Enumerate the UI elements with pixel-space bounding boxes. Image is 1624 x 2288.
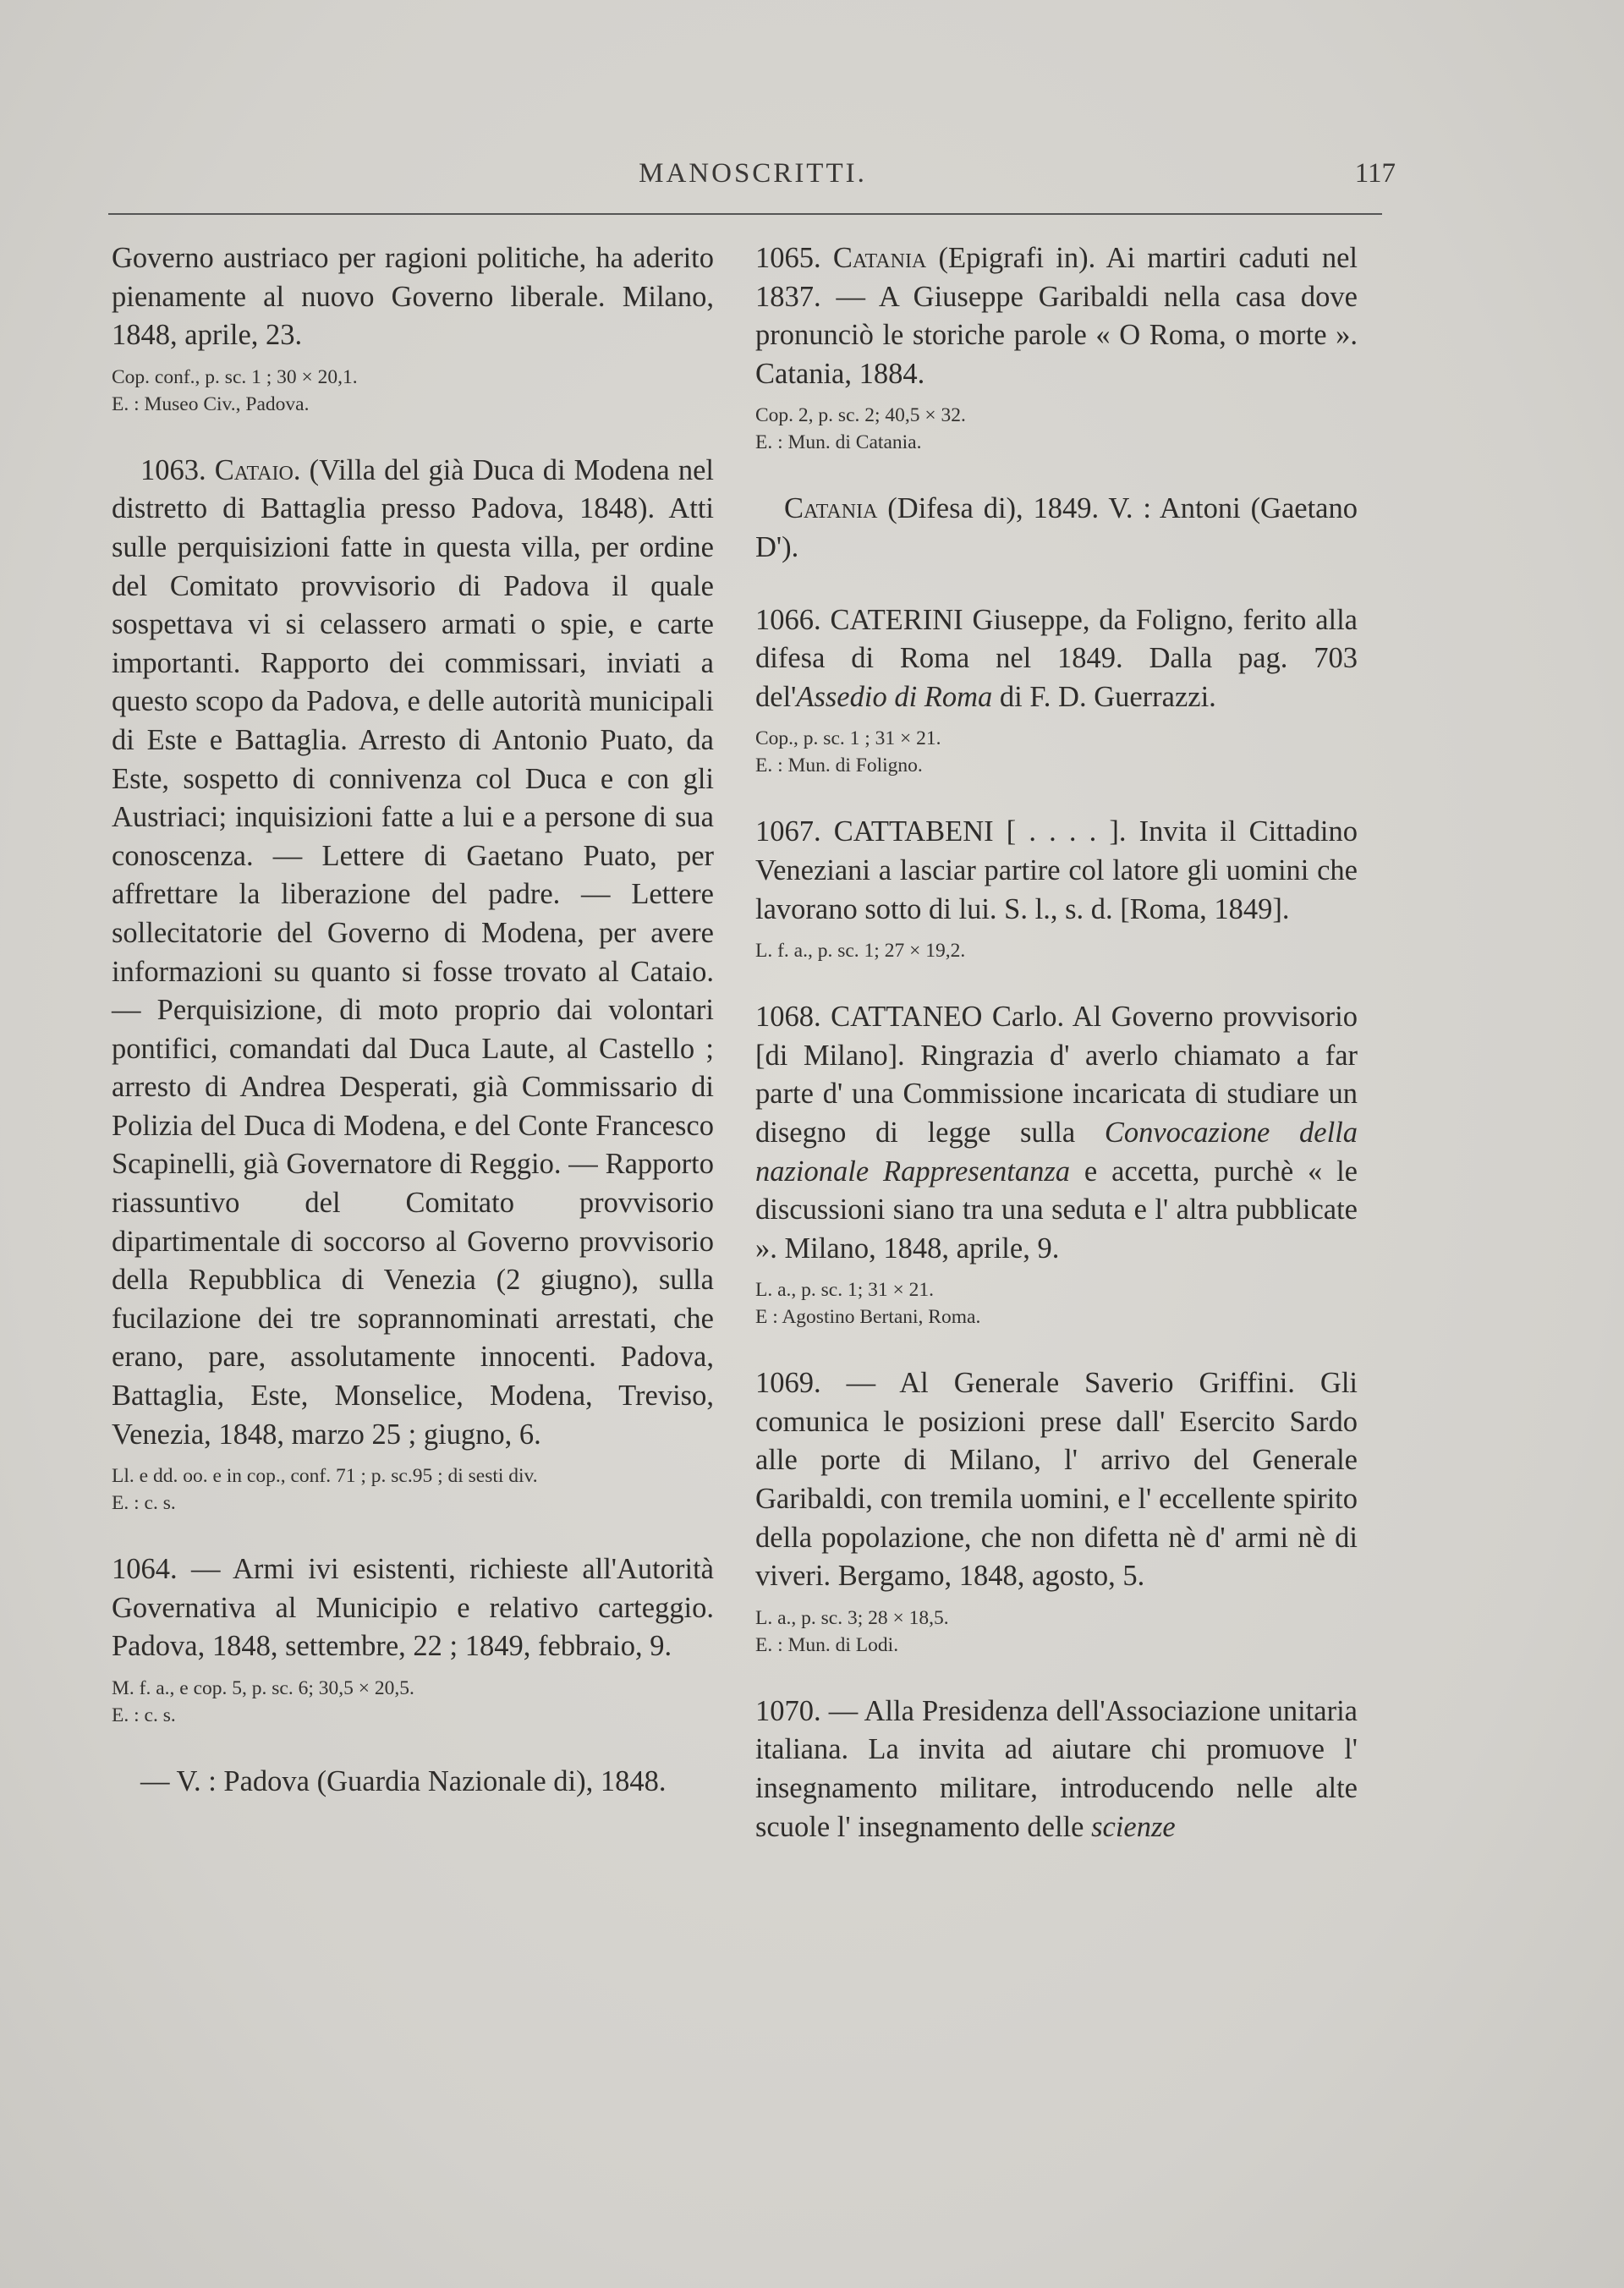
entry-number: 1064. <box>112 1553 178 1586</box>
entry-note <box>755 725 1358 779</box>
note-line: Cop., p. sc. 1 ; 31 × 21. <box>755 727 941 750</box>
entry-number: 1067. <box>755 815 821 848</box>
entry-1066 <box>755 601 1358 780</box>
entry-text <box>755 998 1358 1268</box>
entry-number: 1070. <box>755 1694 821 1727</box>
entry-body: di F. D. Guerrazzi. <box>992 680 1216 713</box>
entry-1069 <box>755 1364 1358 1659</box>
entry-title: Assedio di Roma <box>796 680 993 713</box>
note-line: M. f. a., e cop. 5, p. sc. 6; 30,5 × 20,5. <box>112 1677 414 1699</box>
entry-body: e accetta, purchè « le discussioni siano tra una seduta e l' altra pubblicate ». Milano, 1848, aprile, 9. <box>755 1155 1358 1265</box>
note-line: L. f. a., p. sc. 1; 27 × 19,2. <box>755 940 966 963</box>
entry-number: 1068. <box>755 1001 821 1034</box>
entry-italic-word: scienze <box>1091 1810 1176 1843</box>
cross-reference: — V. : Padova (Guardia Nazionale di), 1848. <box>140 1765 667 1797</box>
entry-text <box>112 452 714 1454</box>
note-line: E : Agostino Bertani, Roma. <box>755 1306 981 1329</box>
entry-note <box>755 1276 1358 1331</box>
entry-text <box>755 813 1358 929</box>
entry-1070 <box>755 1693 1358 1846</box>
cross-reference <box>755 490 1358 567</box>
entry-body: — Al Generale Saverio Griffini. Gli comunica le posizioni prese dall' Esercito Sardo alle porte di Milano, l' arrivo del Generale Garibaldi, con tremila uomini, e l' eccellente spirito della popolazione, che non difetta nè d' armi nè di viveri. Bergamo, 1848, agosto, 5. <box>755 1367 1358 1593</box>
entry-text <box>755 239 1358 393</box>
note-line: Cop. 2, p. sc. 2; 40,5 × 32. <box>755 404 966 427</box>
entry-text <box>755 1693 1358 1846</box>
entry-1067 <box>755 813 1358 964</box>
note-line: E. : Museo Civ., Padova. <box>112 392 310 415</box>
entry-number: 1066. <box>755 603 821 636</box>
entry-text <box>755 1364 1358 1596</box>
note-line: E. : c. s. <box>112 1492 176 1515</box>
header-rule <box>108 213 1382 215</box>
entry-number: 1063. <box>140 453 206 486</box>
left-column <box>112 239 714 1802</box>
note-line: E. : c. s. <box>112 1704 176 1726</box>
entry-body: CATTANEO Carlo. Al Governo provvisorio [di Milano]. Ringrazia d' averlo chiamato a far parte d' una Commissione incaricata di studiare un disegno di legge sulla <box>755 1001 1358 1149</box>
entry-note <box>112 1675 714 1729</box>
entry-note <box>755 1605 1358 1659</box>
entry-body: (Villa del già Duca di Modena nel distretto di Battaglia presso Padova, 1848). Atti sulle perquisizioni fatte in questa villa, per ordine del Comitato provvisorio di Padova il quale sospettava vi si celassero armati o spie, e carte importanti. Rapporto dei commissari, inviati a questo scopo da Padova, e delle autorità municipali di Este e Battaglia. Arresto di Antonio Puato, da Este, sospetto di connivenza col Duca e con gli Austriaci; inquisizioni fatte a lui e a persone di sua conoscenza. — Lettere di Gaetano Puato, per affrettare la liberazione del padre. — Lettere sollecitatorie del Governo di Modena, per avere informazioni su quanto si fosse trovato al Cataio. — Perquisizione, di moto proprio dai volontari pontifici, comandati dal Duca Laute, al Castello ; arresto di Andrea Desperati, già Commissario di Polizia del Duca di Modena, e del Conte Francesco Scapinelli, già Governatore di Reggio. — Rapporto riassuntivo del Comitato provvisorio dipartimentale di soccorso al Governo provvisorio della Repubblica di Venezia (2 giugno), sulla fucilazione dei tre soprannominati arrestati, che erano, pare, assolutamente innocenti. Padova, Battaglia, Este, Monselice, Modena, Treviso, Venezia, 1848, marzo 25 ; giugno, 6. <box>112 453 715 1451</box>
note-line: L. a., p. sc. 3; 28 × 18,5. <box>755 1606 949 1629</box>
entry-heading: Cataio. <box>214 453 301 486</box>
entry-continued <box>112 239 714 418</box>
entry-1068 <box>755 998 1358 1331</box>
entry-1065 <box>755 239 1358 456</box>
note-line: Cop. conf., p. sc. 1 ; 30 × 20,1. <box>112 365 358 388</box>
entry-body: (Epigrafi in). Ai martiri caduti nel 1837. — A Giuseppe Garibaldi nella casa dove pronunciò le storiche parole « O Roma, o morte ». Catania, 1884. <box>755 242 1358 390</box>
entry-body: CATTABENI [ . . . . ]. Invita il Cittadino Veneziani a lasciar partire col latore gli uomini che lavorano sotto di lui. S. l., s. d. [Roma, 1849]. <box>755 815 1358 925</box>
entry-number: 1065. <box>755 242 821 274</box>
entry-note <box>112 1462 714 1517</box>
entry-body: CATERINI Giuseppe, da Foligno, ferito alla difesa di Roma nel 1849. Dalla pag. 703 del' <box>755 603 1358 713</box>
entry-1063 <box>112 452 714 1517</box>
entry-number: 1069. <box>755 1367 821 1400</box>
entry-note <box>755 402 1358 456</box>
reference-body: (Difesa di), 1849. V. : Antoni (Gaetano D'). <box>755 492 1358 563</box>
entry-text <box>112 1550 714 1666</box>
entry-note <box>755 937 1358 964</box>
note-line: Ll. e dd. oo. e in cop., conf. 71 ; p. sc.95 ; di sesti div. <box>112 1465 538 1488</box>
entry-1064 <box>112 1550 714 1729</box>
reference-heading: Catania <box>784 492 878 525</box>
entry-body: — Armi ivi esistenti, richieste all'Autorità Governativa al Municipio e relativo carteggio. Padova, 1848, settembre, 22 ; 1849, febbraio, 9. <box>112 1553 714 1663</box>
entry-text: Governo austriaco per ragioni politiche, ha aderito pienamente al nuovo Governo liberale. Milano, 1848, aprile, 23. <box>112 242 714 352</box>
note-line: E. : Mun. di Foligno. <box>755 754 923 777</box>
page-header <box>110 158 1396 209</box>
entry-heading: Catania <box>832 242 927 274</box>
note-line: L. a., p. sc. 1; 31 × 21. <box>755 1279 935 1302</box>
entry-note <box>112 364 714 418</box>
entry-text <box>755 601 1358 717</box>
right-column <box>755 239 1358 1846</box>
entry-title: Convocazione della nazionale Rappresentanza <box>755 1116 1358 1188</box>
running-head: MANOSCRITTI. <box>639 158 867 189</box>
note-line: E. : Mun. di Catania. <box>755 431 922 454</box>
entry-body: — Alla Presidenza dell'Associazione unitaria italiana. La invita ad aiutare chi promuove l' insegnamento militare, introducendo nelle alte scuole l' insegnamento delle <box>755 1694 1358 1843</box>
note-line: E. : Mun. di Lodi. <box>755 1633 899 1656</box>
page-number: 117 <box>1354 158 1396 189</box>
